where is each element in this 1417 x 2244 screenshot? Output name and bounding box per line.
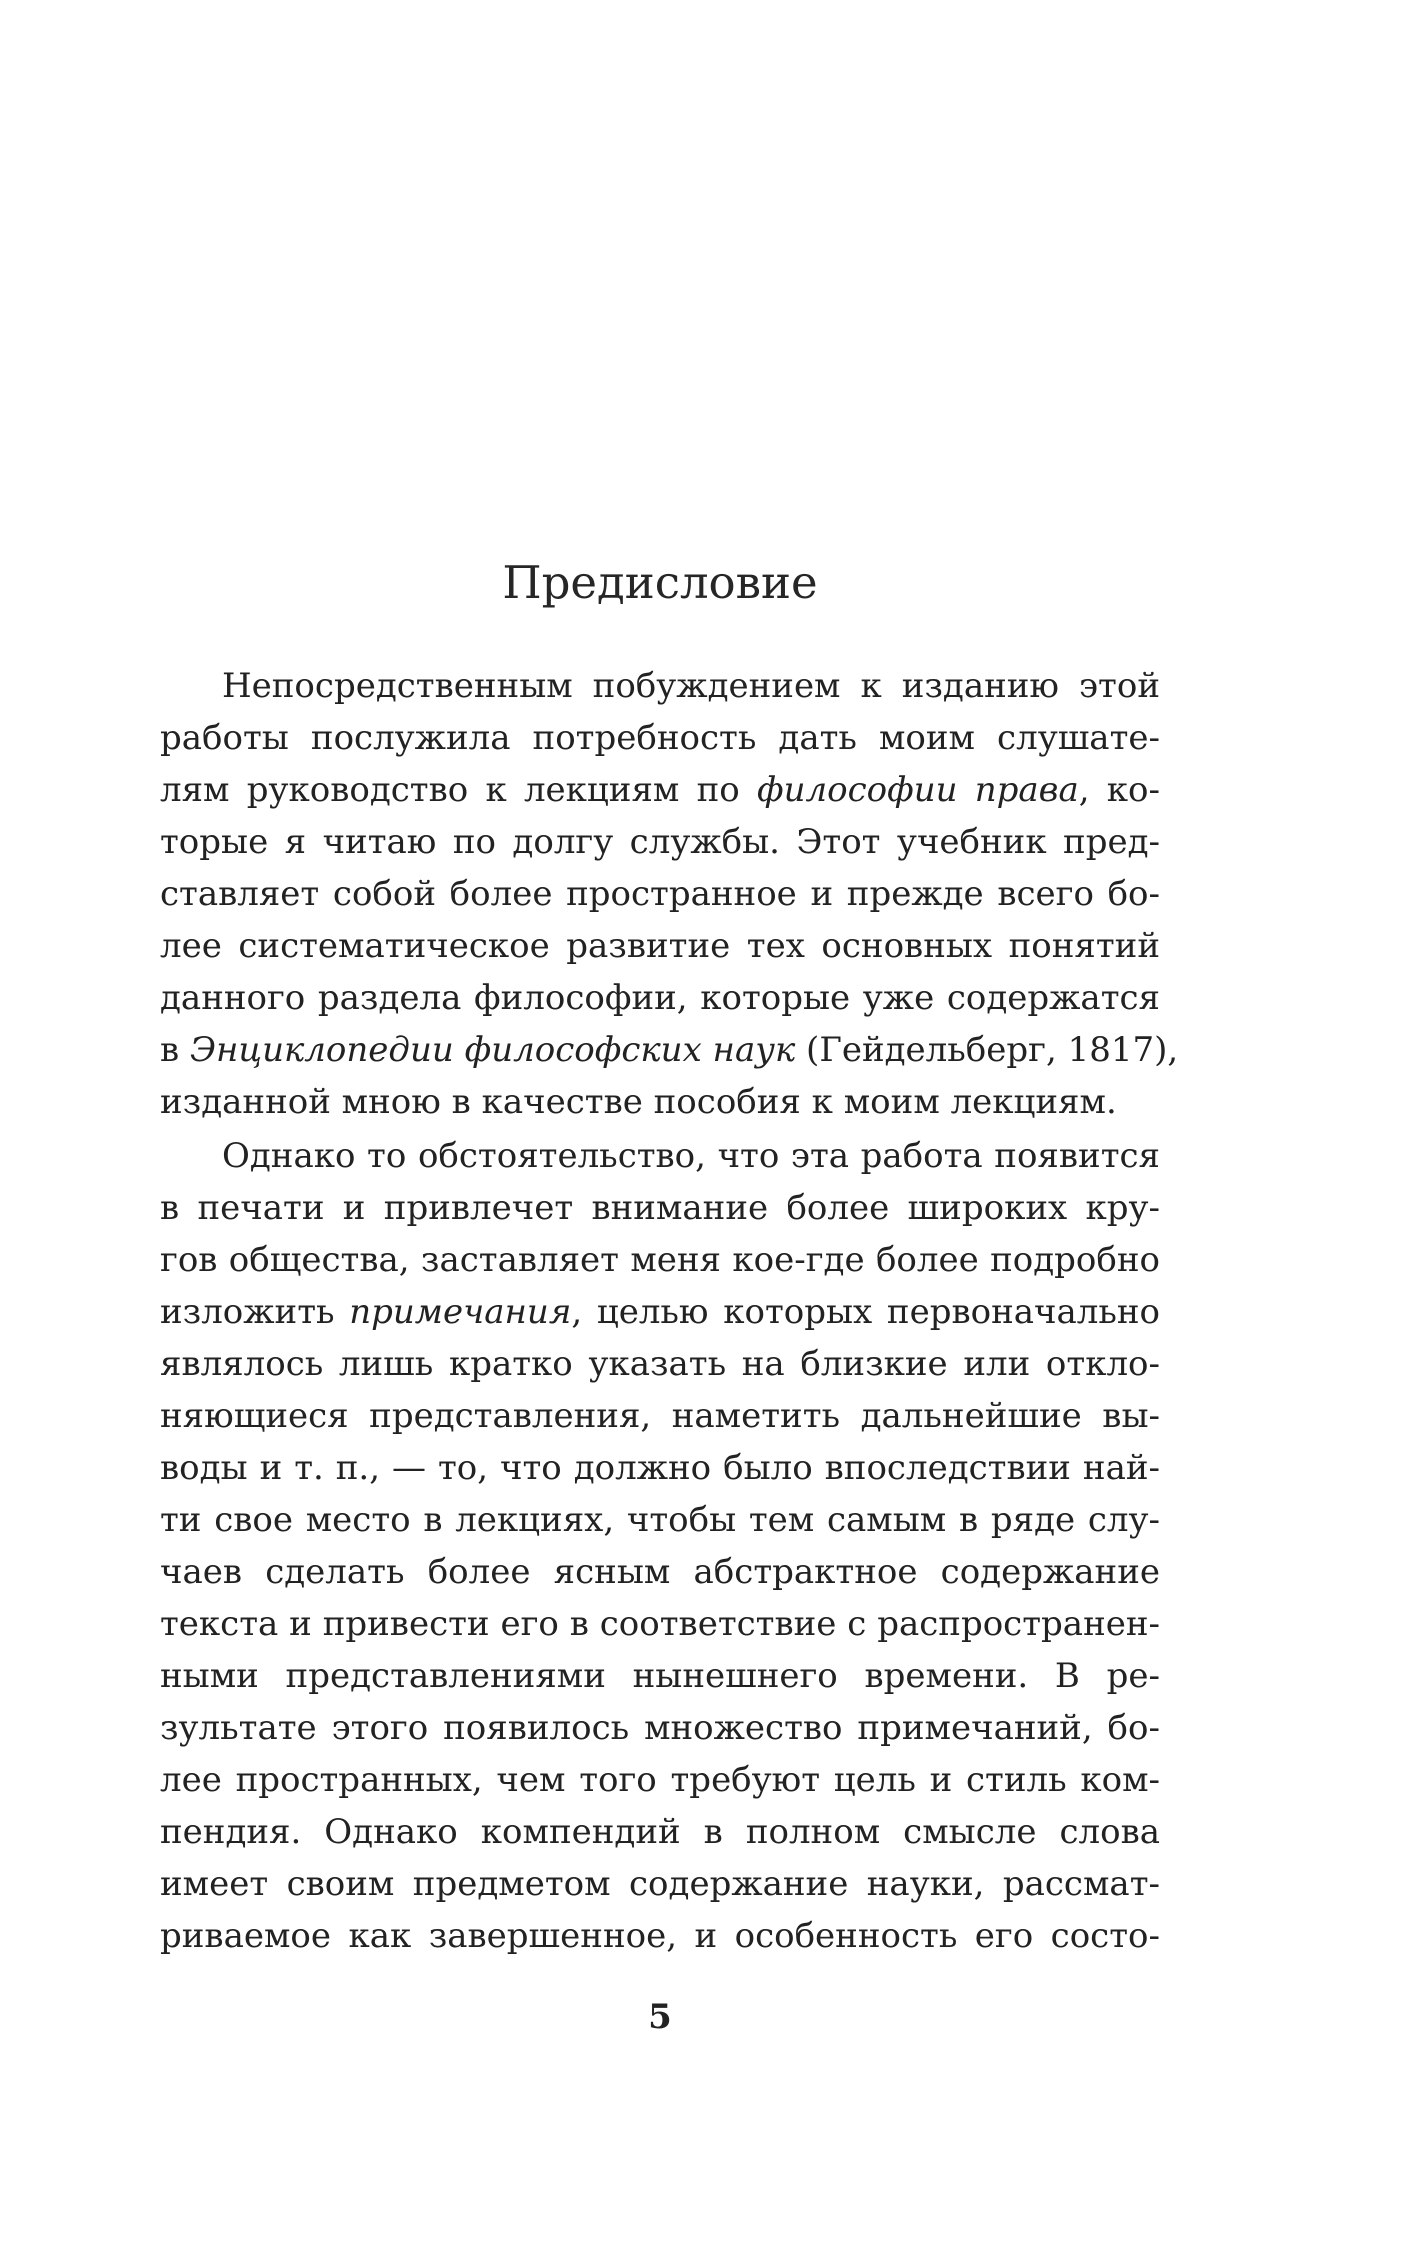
- text-line: риваемое как завершенное, и особенность его состо-: [160, 1916, 1160, 1956]
- text-line: изложить примечания, целью которых первоначально: [160, 1292, 1160, 1332]
- page-title: Предисловие: [502, 556, 818, 609]
- italic-term-remarks: примечания: [349, 1292, 572, 1332]
- text-line: гов общества, заставляет меня кое-где более подробно: [160, 1240, 1160, 1280]
- page-number: 5: [648, 1997, 672, 2037]
- text-line: в печати и привлечет внимание более широких кру-: [160, 1188, 1160, 1228]
- italic-term-encyclopedia: Энциклопедии философских наук: [189, 1030, 796, 1070]
- text-line: ти свое место в лекциях, чтобы тем самым в ряде слу-: [160, 1500, 1160, 1540]
- text-line: имеет своим предметом содержание науки, рассмат-: [160, 1864, 1160, 1904]
- text-line: ными представлениями нынешнего времени. В ре-: [160, 1656, 1160, 1696]
- text-line: лям руководство к лекциям по философии права, ко-: [160, 770, 1160, 810]
- text-line: лее систематическое развитие тех основных понятий: [160, 926, 1160, 966]
- text-line: торые я читаю по долгу службы. Этот учебник пред-: [160, 822, 1160, 862]
- text-line: являлось лишь кратко указать на близкие или откло-: [160, 1344, 1160, 1384]
- italic-term-philosophy-of-right: философии права: [756, 770, 1079, 810]
- text-line: пендия. Однако компендий в полном смысле слова: [160, 1812, 1160, 1852]
- text-line: работы послужила потребность дать моим слушате-: [160, 718, 1160, 758]
- text-line: зультате этого появилось множество примечаний, бо-: [160, 1708, 1160, 1748]
- text-line: текста и привести его в соответствие с распространен-: [160, 1604, 1160, 1644]
- text-line: няющиеся представления, наметить дальнейшие вы-: [160, 1396, 1160, 1436]
- text-line: данного раздела философии, которые уже содержатся: [160, 978, 1160, 1018]
- text-line: Однако то обстоятельство, что эта работа появится: [222, 1136, 1160, 1176]
- text-line: изданной мною в качестве пособия к моим лекциям.: [160, 1082, 1117, 1122]
- text-line: Непосредственным побуждением к изданию этой: [222, 666, 1160, 706]
- text-line: в Энциклопедии философских наук (Гейдельберг, 1817),: [160, 1030, 1179, 1070]
- text-line: ставляет собой более пространное и прежде всего бо-: [160, 874, 1160, 914]
- text-line: чаев сделать более ясным абстрактное содержание: [160, 1552, 1160, 1592]
- text-line: лее пространных, чем того требуют цель и стиль ком-: [160, 1760, 1160, 1800]
- text-line: воды и т. п., — то, что должно было впоследствии най-: [160, 1448, 1160, 1488]
